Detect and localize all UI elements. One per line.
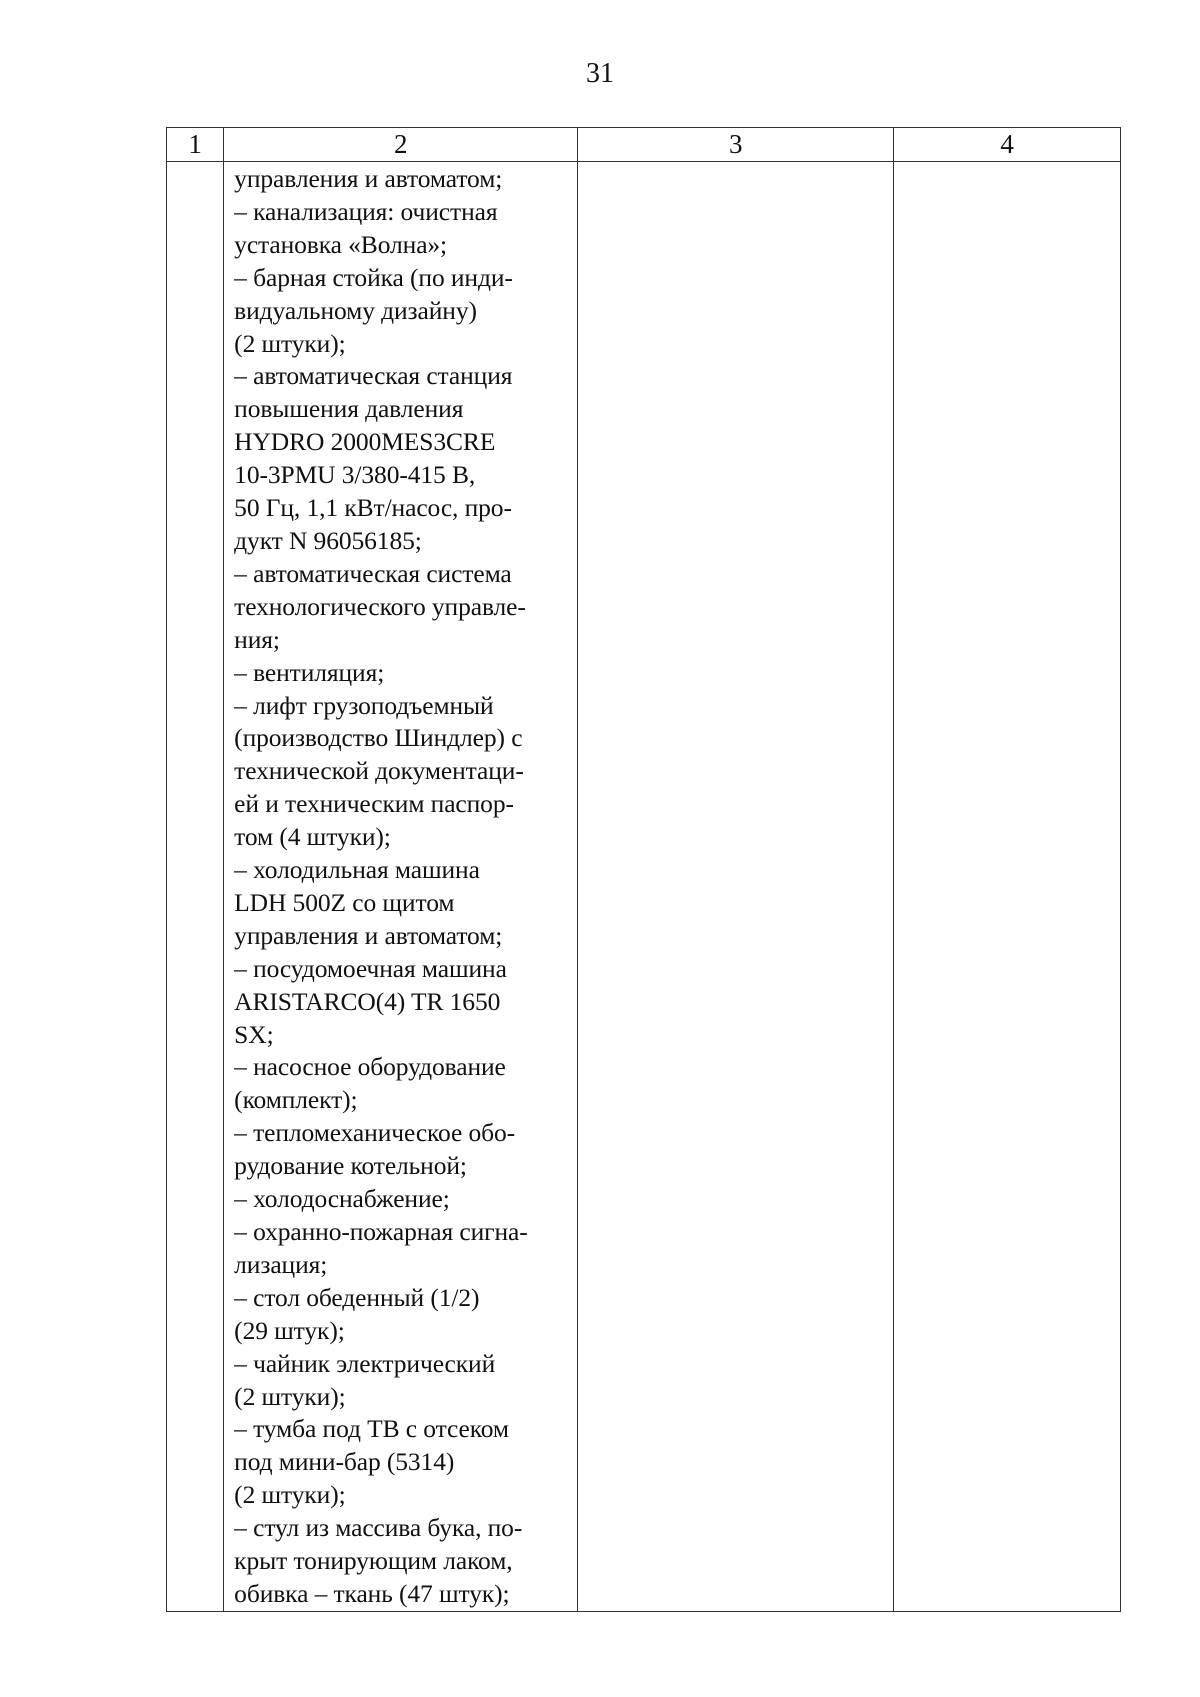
list-item: – холодильная машина: [234, 855, 480, 885]
list-item: – стул из массива бука, по-: [234, 1513, 523, 1543]
cell-col-3: [578, 162, 894, 1612]
list-item: (2 штуки);: [234, 1381, 346, 1411]
equipment-table: [166, 127, 1121, 1612]
cell-col-1: [167, 162, 224, 1612]
list-item: крыт тонирующим лаком,: [234, 1546, 513, 1576]
list-item: (2 штуки);: [234, 328, 346, 358]
list-item: – автоматическая система: [234, 558, 512, 588]
cell-col-4: [894, 162, 1121, 1612]
page-number: [0, 58, 1200, 90]
list-item: дукт N 96056185;: [234, 525, 422, 555]
table-row: [167, 162, 1121, 1612]
list-item: повышения давления: [234, 394, 464, 424]
list-item: технической документаци-: [234, 756, 524, 786]
list-item: 10-3PMU 3/380-415 В,: [234, 460, 476, 490]
list-item: – насосное оборудование: [234, 1052, 506, 1082]
list-item: (2 штуки);: [234, 1480, 346, 1510]
list-item: – лифт грузоподъемный: [234, 690, 494, 720]
list-item: HYDRO 2000MES3CRE: [234, 427, 496, 457]
list-item: под мини-бар (5314): [234, 1447, 455, 1477]
list-item: – охранно-пожарная сигна-: [234, 1217, 528, 1246]
list-item: – тумба под ТВ с отсеком: [234, 1414, 509, 1444]
list-item: том (4 штуки);: [234, 822, 391, 852]
list-item: – вентиляция;: [234, 657, 385, 687]
list-item: – стол обеденный (1/2): [234, 1282, 480, 1312]
list-item: управления и автоматом;: [234, 164, 503, 193]
equipment-list: [224, 162, 577, 1611]
page-number-text: 31: [586, 58, 614, 89]
column-header-1: 1: [167, 128, 224, 162]
column-header-4: 4: [894, 128, 1121, 162]
list-item: – чайник электрический: [234, 1348, 496, 1378]
list-item: (комплект);: [234, 1085, 358, 1115]
list-item: – холодоснабжение;: [234, 1184, 450, 1214]
list-item: – тепломеханическое обо-: [234, 1118, 516, 1148]
cell-col-2: [224, 162, 578, 1612]
list-item: обивка – ткань (47 штук);: [234, 1578, 510, 1608]
list-item: рудование котельной;: [234, 1151, 467, 1181]
table-header-row: [167, 128, 1121, 162]
list-item: установка «Волна»;: [234, 229, 448, 259]
list-item: ARISTARCO(4) TR 1650: [234, 986, 501, 1016]
list-item: LDH 500Z со щитом: [234, 887, 455, 917]
list-item: (29 штук);: [234, 1315, 345, 1345]
list-item: (производство Шиндлер) с: [234, 723, 523, 753]
list-item: – канализация: очистная: [234, 196, 498, 226]
column-header-2: 2: [224, 128, 578, 162]
column-header-3: 3: [578, 128, 894, 162]
list-item: ния;: [234, 624, 280, 654]
list-item: – посудомоечная машина: [234, 953, 507, 983]
list-item: лизация;: [234, 1249, 328, 1279]
list-item: управления и автоматом;: [234, 920, 503, 950]
list-item: – автоматическая станция: [234, 361, 513, 391]
list-item: – барная стойка (по инди-: [234, 262, 513, 292]
list-item: 50 Гц, 1,1 кВт/насос, про-: [234, 493, 512, 523]
list-item: SX;: [234, 1019, 274, 1049]
list-item: видуальному дизайну): [234, 295, 477, 325]
list-item: технологического управле-: [234, 591, 526, 621]
list-item: ей и техническим паспор-: [234, 789, 514, 819]
